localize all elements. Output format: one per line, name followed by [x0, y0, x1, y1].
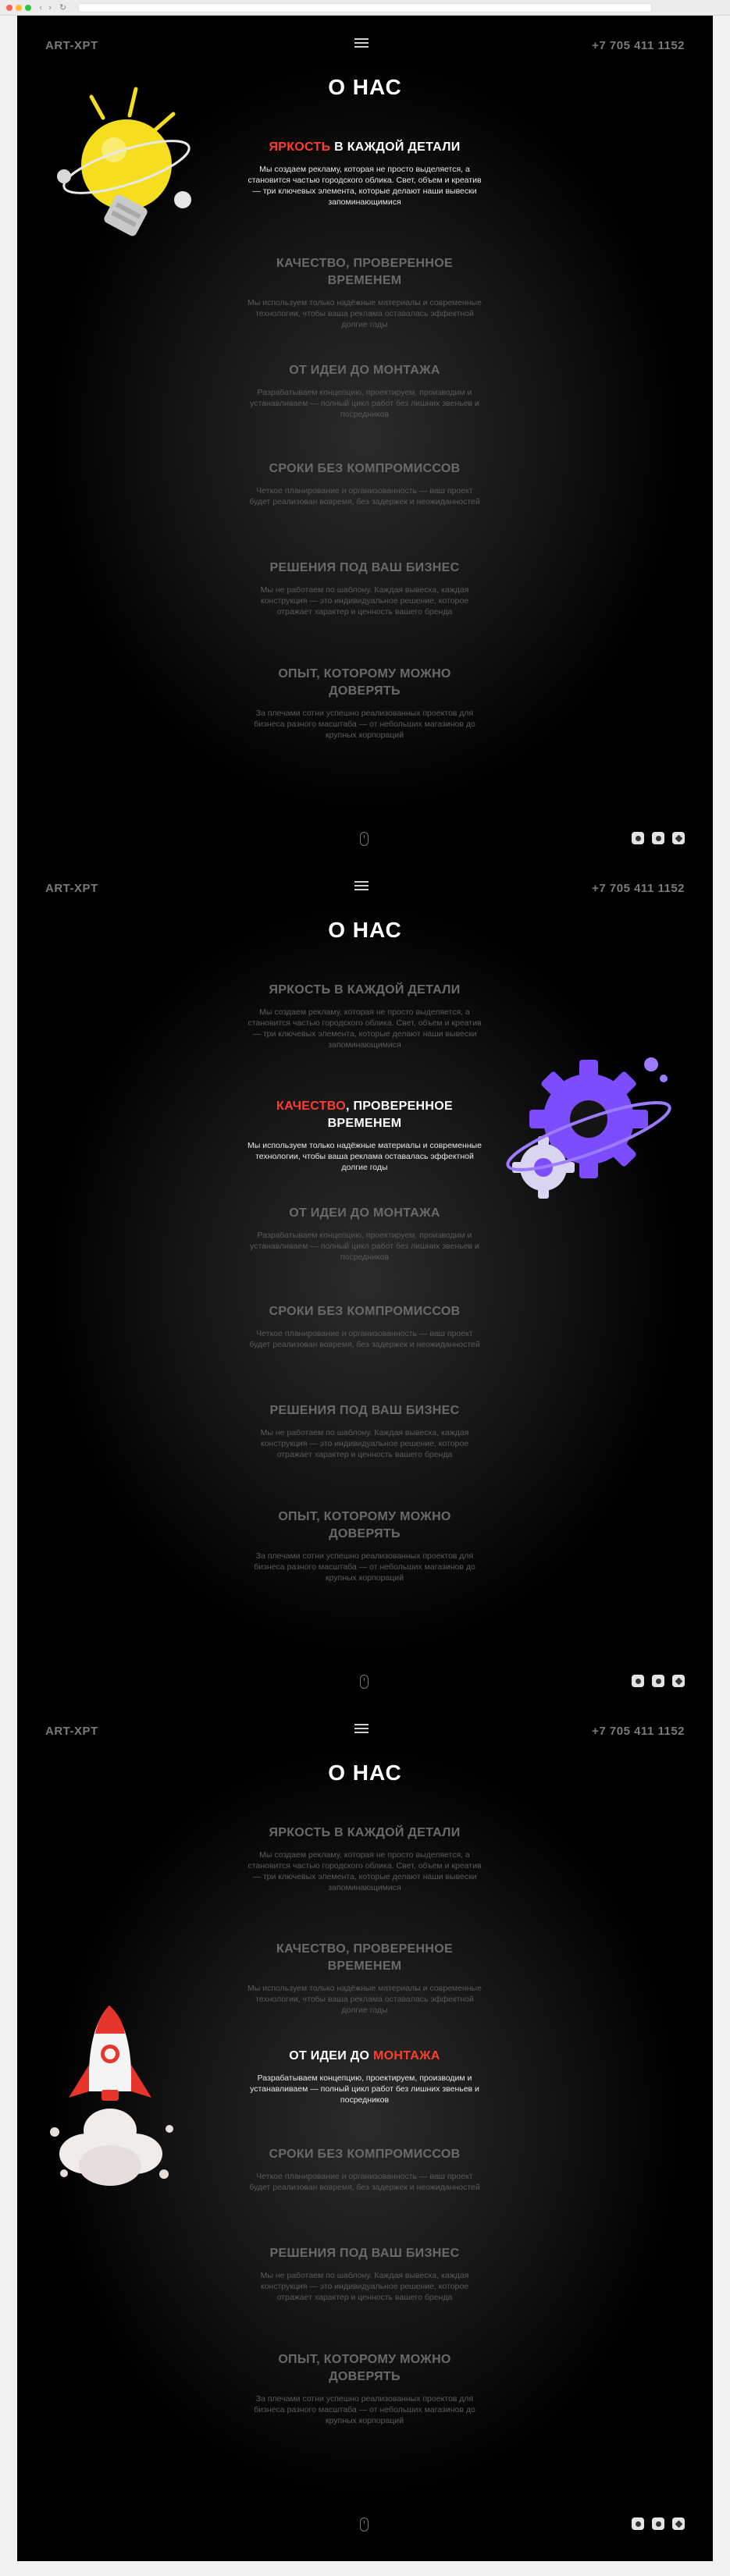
- burger-menu-icon[interactable]: [353, 1721, 370, 1734]
- feature-text: За плечами сотни успешно реализованных проектов для бизнеса разного масштаба — от небольших магазинов до крупных корпораций: [254, 709, 475, 740]
- feature-text: Разрабатываем концепцию, проектируем, производим и устанавливаем — полный цикл работ без лишних звеньев и посредников: [250, 388, 479, 419]
- feature-item: [247, 1825, 482, 1893]
- forward-arrow-icon[interactable]: ›: [48, 2, 52, 12]
- feature-item: [247, 982, 482, 1050]
- telegram-icon[interactable]: [672, 2517, 685, 2530]
- whatsapp-icon[interactable]: [652, 2517, 664, 2530]
- feature-text: Четкое планирование и организованность — ваш проект будет реализован вовремя, без задержек и неожиданностей: [249, 2172, 480, 2192]
- feature-title: СРОКИ БЕЗ КОМПРОМИССОВ: [269, 462, 461, 475]
- feature-title: ЯРКОСТЬ В КАЖДОЙ ДЕТАЛИ: [269, 140, 461, 154]
- feature-item: [247, 1402, 482, 1460]
- feature-title: СРОКИ БЕЗ КОМПРОМИССОВ: [269, 2148, 461, 2161]
- maximize-window-icon[interactable]: [25, 5, 31, 11]
- feature-item: [247, 139, 482, 208]
- mouse-scroll-icon[interactable]: [360, 832, 369, 846]
- feature-title: ОТ ИДЕИ ДО МОНТАЖА: [289, 2049, 440, 2063]
- feature-item: [247, 560, 482, 617]
- feature-item: [247, 1508, 482, 1583]
- feature-text: Четкое планирование и организованность — ваш проект будет реализован вовремя, без задержек и неожиданностей: [249, 1329, 480, 1349]
- whatsapp-icon[interactable]: [652, 832, 664, 844]
- feature-title: КАЧЕСТВО, ПРОВЕРЕННОЕ ВРЕМЕНЕМ: [276, 1942, 453, 1973]
- social-links: [632, 2517, 685, 2530]
- feature-text: Мы создаем рекламу, которая не просто выделяется, а становится частью городского облика. Свет, объем и креатив — три ключевых элемента, которые делают наши вывески запоминающимися: [247, 1850, 482, 1892]
- feature-title: РЕШЕНИЯ ПОД ВАШ БИЗНЕС: [269, 1404, 460, 1417]
- feature-item: [247, 666, 482, 741]
- instagram-icon[interactable]: [632, 1675, 644, 1687]
- page-canvas: [17, 16, 713, 2561]
- feature-text: За плечами сотни успешно реализованных проектов для бизнеса разного масштаба — от небольших магазинов до крупных корпораций: [254, 2394, 475, 2425]
- instagram-icon[interactable]: [632, 832, 644, 844]
- feature-title: ОТ ИДЕИ ДО МОНТАЖА: [289, 1206, 440, 1220]
- feature-text: Мы не работаем по шаблону. Каждая вывеска, каждая конструкция — это индивидуальное решение, которое отражает характер и ценность вашего бренда: [260, 2271, 469, 2302]
- phone-link[interactable]: +7 705 411 1152: [592, 1725, 685, 1738]
- feature-title: КАЧЕСТВО, ПРОВЕРЕННОЕ ВРЕМЕНЕМ: [276, 1100, 453, 1130]
- feature-text: Мы используем только надёжные материалы и современные технологии, чтобы ваша реклама оставалась эффектной долгие годы: [247, 1141, 482, 1172]
- feature-text: Мы используем только надёжные материалы и современные технологии, чтобы ваша реклама оставалась эффектной долгие годы: [247, 298, 482, 329]
- whatsapp-icon[interactable]: [652, 1675, 664, 1687]
- minimize-window-icon[interactable]: [16, 5, 22, 11]
- feature-title: ЯРКОСТЬ В КАЖДОЙ ДЕТАЛИ: [269, 1826, 461, 1839]
- feature-item: [247, 1098, 482, 1173]
- page-title: О НАС: [328, 75, 402, 99]
- mouse-scroll-icon[interactable]: [360, 2517, 369, 2532]
- feature-item: [247, 2245, 482, 2303]
- mouse-scroll-icon[interactable]: [360, 1675, 369, 1689]
- feature-title: ЯРКОСТЬ В КАЖДОЙ ДЕТАЛИ: [269, 983, 461, 997]
- page-title: О НАС: [328, 1761, 402, 1785]
- feature-text: Мы используем только надёжные материалы и современные технологии, чтобы ваша реклама оставалась эффектной долгие годы: [247, 1984, 482, 2015]
- close-window-icon[interactable]: [6, 5, 12, 11]
- phone-link[interactable]: +7 705 411 1152: [592, 39, 685, 52]
- feature-text: Разрабатываем концепцию, проектируем, производим и устанавливаем — полный цикл работ без лишних звеньев и посредников: [250, 2073, 479, 2105]
- feature-title: КАЧЕСТВО, ПРОВЕРЕННОЕ ВРЕМЕНЕМ: [276, 257, 453, 287]
- feature-item: [247, 1205, 482, 1263]
- address-bar[interactable]: [78, 3, 652, 12]
- burger-menu-icon[interactable]: [353, 879, 370, 891]
- gears-illustration: [495, 1050, 682, 1206]
- reload-icon[interactable]: ↻: [59, 2, 67, 12]
- about-slide-3: [17, 1701, 713, 2542]
- feature-text: Мы создаем рекламу, которая не просто выделяется, а становится частью городского облика. Свет, объем и креатив — три ключевых элемента, которые делают наши вывески запоминающимися: [247, 1007, 482, 1050]
- site-logo[interactable]: ART-XPT: [45, 1725, 98, 1738]
- back-arrow-icon[interactable]: ‹: [39, 2, 43, 12]
- telegram-icon[interactable]: [672, 1675, 685, 1687]
- feature-text: Мы не работаем по шаблону. Каждая вывеска, каждая конструкция — это индивидуальное решение, которое отражает характер и ценность вашего бренда: [260, 1428, 469, 1459]
- phone-link[interactable]: +7 705 411 1152: [592, 882, 685, 895]
- social-links: [632, 832, 685, 844]
- feature-item: [247, 2146, 482, 2193]
- feature-item: [247, 255, 482, 330]
- page-title: О НАС: [328, 918, 402, 942]
- feature-title: СРОКИ БЕЗ КОМПРОМИССОВ: [269, 1305, 461, 1318]
- feature-text: Разрабатываем концепцию, проектируем, производим и устанавливаем — полный цикл работ без лишних звеньев и посредников: [250, 1231, 479, 1262]
- instagram-icon[interactable]: [632, 2517, 644, 2530]
- burger-menu-icon[interactable]: [353, 36, 370, 48]
- site-logo[interactable]: ART-XPT: [45, 882, 98, 895]
- about-slide-1: [17, 16, 713, 857]
- feature-item: [247, 1941, 482, 2016]
- feature-text: Мы не работаем по шаблону. Каждая вывеска, каждая конструкция — это индивидуальное решение, которое отражает характер и ценность вашего бренда: [260, 585, 469, 616]
- feature-title: ОПЫТ, КОТОРОМУ МОЖНО ДОВЕРЯТЬ: [278, 667, 451, 698]
- feature-item: [247, 460, 482, 507]
- feature-title: ОПЫТ, КОТОРОМУ МОЖНО ДОВЕРЯТЬ: [278, 2353, 451, 2383]
- feature-text: За плечами сотни успешно реализованных проектов для бизнеса разного масштаба — от небольших магазинов до крупных корпораций: [254, 1551, 475, 1583]
- feature-title: РЕШЕНИЯ ПОД ВАШ БИЗНЕС: [269, 2247, 460, 2260]
- feature-item: [247, 362, 482, 420]
- telegram-icon[interactable]: [672, 832, 685, 844]
- browser-toolbar: [0, 0, 730, 16]
- feature-title: ОПЫТ, КОТОРОМУ МОЖНО ДОВЕРЯТЬ: [278, 1510, 451, 1540]
- feature-text: Четкое планирование и организованность — ваш проект будет реализован вовремя, без задержек и неожиданностей: [249, 486, 480, 506]
- feature-item: [247, 2351, 482, 2426]
- feature-item: [247, 2048, 482, 2105]
- site-logo[interactable]: ART-XPT: [45, 39, 98, 52]
- feature-text: Мы создаем рекламу, которая не просто выделяется, а становится частью городского облика. Свет, объем и креатив — три ключевых элемента, которые делают наши вывески запоминающимися: [247, 165, 482, 207]
- feature-title: РЕШЕНИЯ ПОД ВАШ БИЗНЕС: [269, 561, 460, 574]
- rocket-illustration: [41, 1998, 181, 2193]
- feature-title: ОТ ИДЕИ ДО МОНТАЖА: [289, 364, 440, 377]
- social-links: [632, 1675, 685, 1687]
- about-slide-2: [17, 858, 713, 1700]
- light-bulb-illustration: [48, 83, 197, 270]
- feature-item: [247, 1303, 482, 1350]
